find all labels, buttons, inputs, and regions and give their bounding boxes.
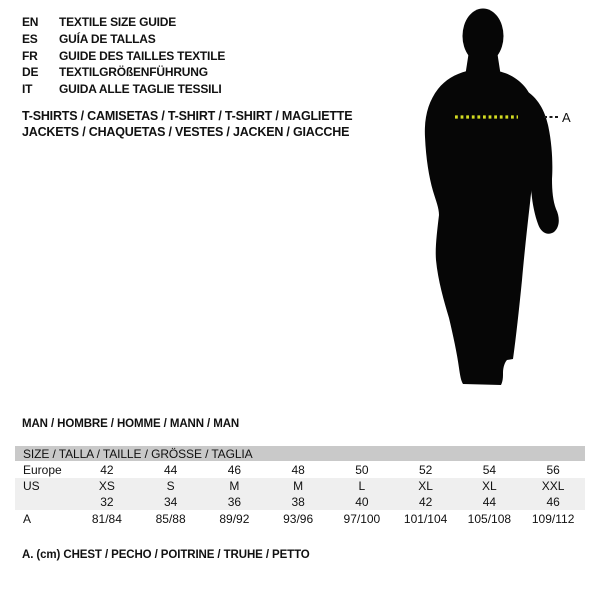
category-line-tshirts: T-SHIRTS / CAMISETAS / T-SHIRT / T-SHIRT / MAGLIETTE [22, 109, 353, 123]
size-cell: L [358, 479, 366, 493]
language-row [22, 47, 225, 64]
size-cell: 38 [291, 495, 305, 509]
size-cell: 32 [100, 495, 114, 509]
language-code: FR [22, 48, 38, 63]
size-cell: 109/112 [531, 512, 575, 526]
size-cell: M [293, 479, 304, 493]
size-cell: 34 [163, 495, 178, 509]
size-cell: 85/88 [155, 512, 186, 526]
size-cell: XXL [541, 479, 565, 493]
language-code: ES [22, 32, 38, 47]
size-cell: 42 [418, 495, 433, 509]
size-cell: 52 [418, 462, 433, 477]
size-cell: 48 [291, 462, 305, 477]
footnote: A. (cm) CHEST / PECHO / POITRINE / TRUHE / PETTO [22, 549, 310, 561]
size-cell: 50 [355, 462, 369, 477]
language-label: TEXTILE SIZE GUIDE [59, 15, 177, 30]
language-code: IT [22, 82, 33, 97]
language-row [22, 64, 225, 81]
row-label: Europe [23, 462, 62, 477]
size-cell: 46 [546, 495, 560, 509]
language-list [22, 14, 225, 97]
size-cell: 36 [227, 495, 242, 509]
size-cell: 44 [482, 495, 497, 509]
garment-categories [22, 109, 352, 140]
size-cell: 105/108 [467, 512, 512, 526]
row-label: US [23, 479, 40, 493]
size-cell: XS [98, 479, 115, 493]
size-table-header: SIZE / TALLA / TAILLE / GRÖSSE / TAGLIA [15, 446, 585, 461]
table-row-chest-measure [15, 510, 585, 528]
size-cell: 40 [355, 495, 369, 509]
language-label: GUÍA DE TALLAS [59, 32, 156, 47]
size-cell: XL [418, 479, 433, 493]
table-row-us [15, 478, 585, 494]
size-cell: S [166, 479, 175, 493]
size-cell: 56 [546, 462, 560, 477]
language-label: TEXTILGRÖßENFÜHRUNG [59, 65, 208, 80]
size-cell: 93/96 [283, 512, 314, 526]
language-code: DE [22, 65, 39, 80]
row-label: A [23, 512, 32, 526]
man-silhouette-figure [405, 5, 580, 395]
size-cell: 44 [163, 462, 178, 477]
section-title: MAN / HOMBRE / HOMME / MANN / MAN [22, 418, 240, 430]
size-cell: 89/92 [219, 512, 250, 526]
category-line-jackets: JACKETS / CHAQUETAS / VESTES / JACKEN / GIACCHE [22, 124, 350, 139]
table-row-europe [15, 461, 585, 478]
body-shape [425, 71, 537, 385]
size-cell: 97/100 [343, 512, 381, 526]
table-row-us-numeric [15, 494, 585, 510]
size-cell: 42 [100, 462, 114, 477]
size-cell: XL [482, 479, 497, 493]
size-cell: 101/104 [403, 512, 448, 526]
language-row [22, 31, 225, 48]
language-code: EN [22, 15, 39, 30]
size-cell: 54 [482, 462, 497, 477]
language-row [22, 81, 225, 98]
size-cell: 46 [227, 462, 242, 477]
size-cell: M [229, 479, 240, 493]
measure-label: A [562, 110, 571, 125]
language-row [22, 14, 225, 31]
size-cell: 81/84 [91, 512, 122, 526]
language-label: GUIDA ALLE TAGLIE TESSILI [59, 82, 222, 97]
size-table [15, 446, 585, 528]
language-label: GUIDE DES TAILLES TEXTILE [59, 48, 226, 63]
